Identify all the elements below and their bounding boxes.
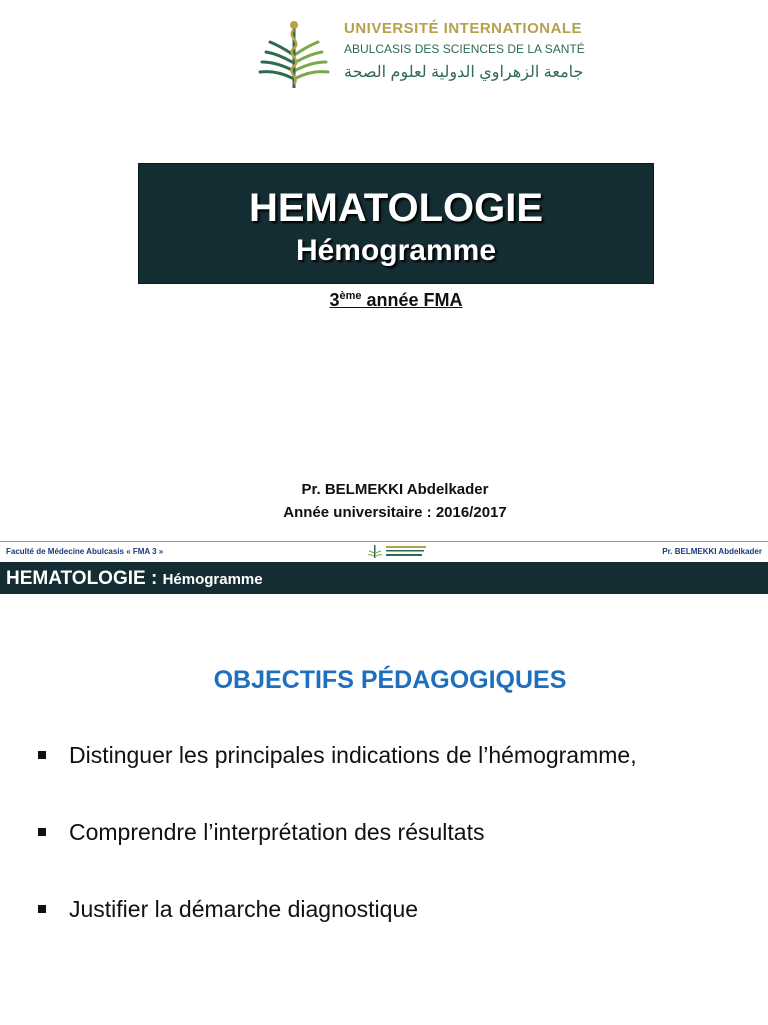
bullet-square-icon: [38, 905, 46, 913]
bullet-square-icon: [38, 828, 46, 836]
course-year: [0, 290, 768, 311]
year-rest: année FMA: [361, 290, 463, 310]
logo-name-line1: UNIVERSITÉ INTERNATIONALE: [344, 20, 583, 37]
small-university-logo-icon: [368, 544, 432, 559]
objective-text: Comprendre l’interprétation des résultats: [69, 819, 485, 845]
university-logo: [256, 16, 585, 94]
year-superscript: ème: [339, 290, 362, 302]
logo-name-arabic: جامعة الزهراوي الدولية لعلوم الصحة: [344, 64, 584, 81]
objectives-slide: [0, 541, 768, 1025]
list-item: [38, 896, 637, 973]
faculty-label: Faculté de Médecine Abulcasis « FMA 3 »: [6, 547, 164, 556]
caduceus-book-logo-icon: [256, 18, 332, 92]
list-item: [38, 742, 637, 819]
banner-title-text: HEMATOLOGIE :: [6, 568, 163, 589]
slide-subtitle: Hémogramme: [295, 234, 497, 267]
banner-subtitle: Hémogramme: [162, 571, 263, 588]
objective-text: Distinguer les principales indications de l’hémogramme,: [69, 742, 637, 768]
objective-text: Justifier la démarche diagnostique: [69, 896, 419, 922]
author-name: Pr. BELMEKKI Abdelkader: [301, 481, 489, 498]
academic-year: Année universitaire : 2016/2017: [283, 504, 507, 521]
bullet-square-icon: [38, 751, 46, 759]
list-item: [38, 819, 637, 896]
title-box: [138, 163, 654, 284]
year-number: 3: [329, 290, 340, 310]
slide-title: HEMATOLOGIE: [248, 186, 544, 230]
professor-label: Pr. BELMEKKI Abdelkader: [662, 547, 762, 556]
objectives-heading: OBJECTIFS PÉDAGOGIQUES: [213, 666, 567, 694]
slide-header-strip: [0, 542, 768, 561]
logo-name-line2: ABULCASIS DES SCIENCES DE LA SANTÉ: [344, 42, 585, 56]
objectives-list: [38, 742, 637, 973]
banner-title: [6, 568, 263, 590]
slide-banner: [0, 562, 768, 594]
